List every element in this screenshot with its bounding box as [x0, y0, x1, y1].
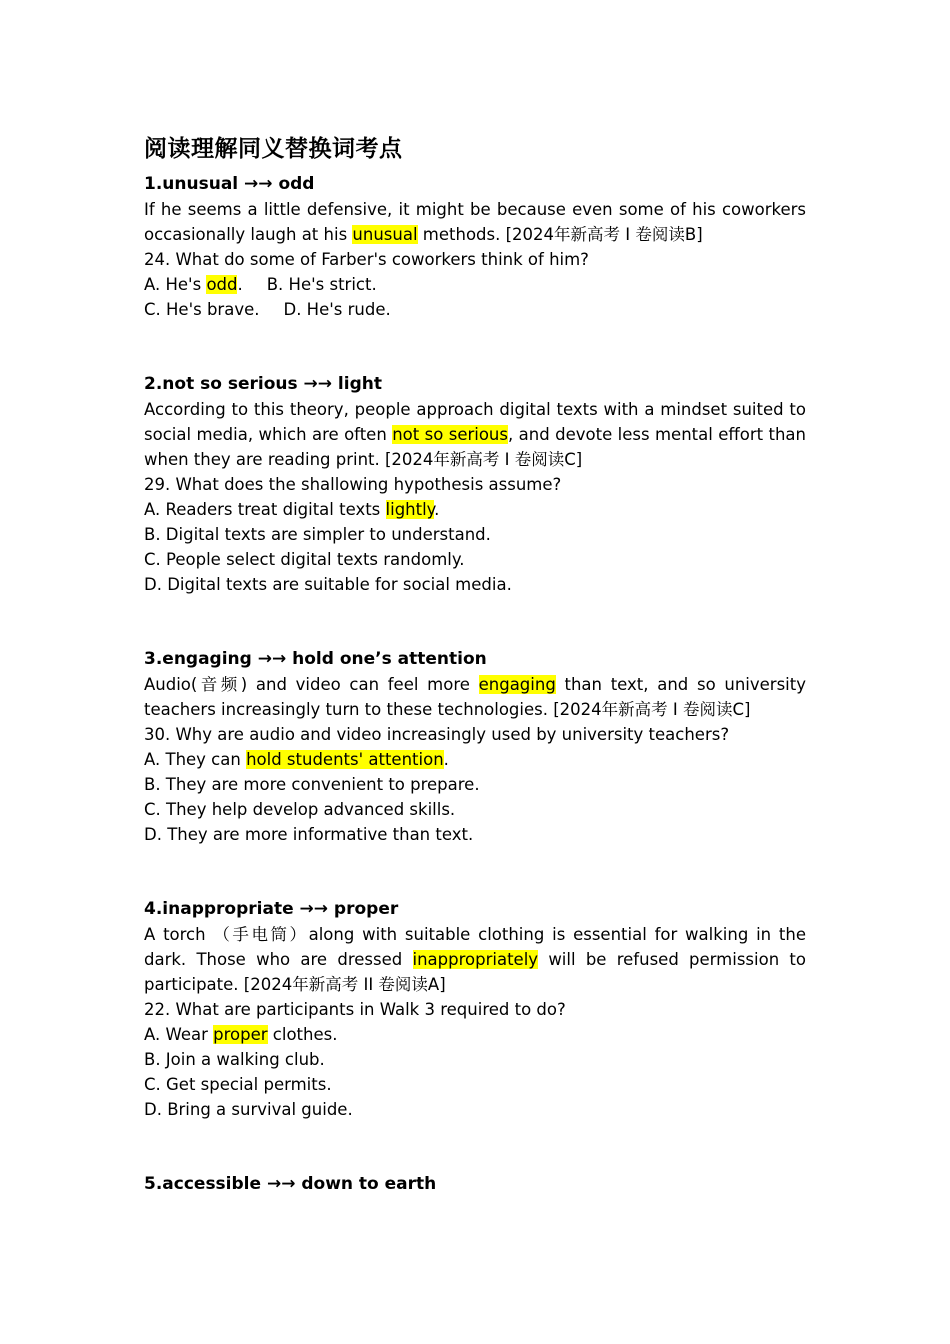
highlighted-answer: lightly: [385, 500, 435, 519]
passage-after: methods. [2024年新高考 I 卷阅读B]: [417, 225, 703, 244]
passage-text: [144, 672, 806, 722]
passage-after: , and devote less mental effort than when they are reading print. [2024年新高考 I 卷阅读C]: [144, 425, 807, 469]
section-heading: 5.accessible →→ down to earth: [144, 1174, 437, 1194]
option-d: D. Bring a survival guide.: [144, 1100, 353, 1119]
question-text: 24. What do some of Farber's coworkers think of him?: [144, 250, 589, 269]
section-heading: 3.engaging →→ hold one’s attention: [144, 649, 487, 669]
section-2: [144, 372, 806, 597]
highlighted-answer: hold students' attention: [246, 750, 444, 769]
option-c: C. People select digital texts randomly.: [144, 550, 465, 569]
option-a: [144, 497, 806, 522]
section-heading: 4.inappropriate →→ proper: [144, 899, 399, 919]
option-c: C. He's brave.: [144, 300, 260, 319]
passage-before: Audio(音频) and video can feel more: [144, 675, 479, 694]
option-a: [144, 747, 806, 772]
option-d: D. He's rude.: [283, 300, 391, 319]
option-a-prefix: A. Readers treat digital texts: [144, 500, 386, 519]
passage-after: will be refused permission to participate. [2024年新高考 II 卷阅读A]: [144, 950, 806, 994]
option-a-prefix: A. He's: [144, 275, 207, 294]
option-a-suffix: .: [434, 500, 440, 519]
option-a-suffix: .: [237, 275, 243, 294]
highlighted-term: engaging: [478, 675, 556, 694]
option-a-suffix: .: [443, 750, 449, 769]
option-c: C. Get special permits.: [144, 1075, 332, 1094]
section-4: [144, 897, 806, 1122]
section-heading: 2.not so serious →→ light: [144, 374, 382, 394]
option-b: B. He's strict.: [266, 275, 377, 294]
option-a: [144, 1022, 806, 1047]
page-title: 阅读理解同义替换词考点: [144, 136, 403, 162]
option-a: [144, 275, 243, 294]
passage-after: than text, and so university teachers increasingly turn to these technologies. [2024年新高考 I 卷阅读C]: [144, 675, 806, 719]
section-1: [144, 172, 806, 322]
passage-before: According to this theory, people approach digital texts with a mindset suited to social media, which are often: [144, 400, 806, 444]
highlighted-answer: proper: [213, 1025, 268, 1044]
passage-before: A torch （手电筒）along with suitable clothing is essential for walking in the dark. Those who are dressed: [144, 925, 806, 969]
section-heading: 1.unusual →→ odd: [144, 174, 315, 194]
section-3: [144, 647, 806, 847]
question-text: 30. Why are audio and video increasingly used by university teachers?: [144, 725, 730, 744]
option-b: B. Join a walking club.: [144, 1050, 325, 1069]
highlighted-term: unusual: [352, 225, 418, 244]
option-d: D. Digital texts are suitable for social media.: [144, 575, 512, 594]
option-b: B. They are more convenient to prepare.: [144, 775, 480, 794]
passage-text: [144, 922, 806, 997]
option-b: B. Digital texts are simpler to understand.: [144, 525, 491, 544]
options-row-cd: [144, 297, 806, 322]
option-a-prefix: A. They can: [144, 750, 247, 769]
highlighted-term: not so serious: [392, 425, 508, 444]
passage-text: [144, 197, 806, 247]
document-page: [144, 132, 806, 1197]
option-d: D. They are more informative than text.: [144, 825, 474, 844]
option-c: C. They help develop advanced skills.: [144, 800, 456, 819]
highlighted-term: inappropriately: [412, 950, 539, 969]
question-text: 29. What does the shallowing hypothesis assume?: [144, 475, 562, 494]
option-a-prefix: A. Wear: [144, 1025, 214, 1044]
option-a-suffix: clothes.: [267, 1025, 338, 1044]
options-row-ab: [144, 272, 806, 297]
passage-before: If he seems a little defensive, it might be because even some of his coworkers occasionally laugh at his: [144, 200, 806, 244]
section-5: [144, 1172, 806, 1197]
highlighted-answer: odd: [206, 275, 238, 294]
question-text: 22. What are participants in Walk 3 required to do?: [144, 1000, 566, 1019]
passage-text: [144, 397, 806, 472]
